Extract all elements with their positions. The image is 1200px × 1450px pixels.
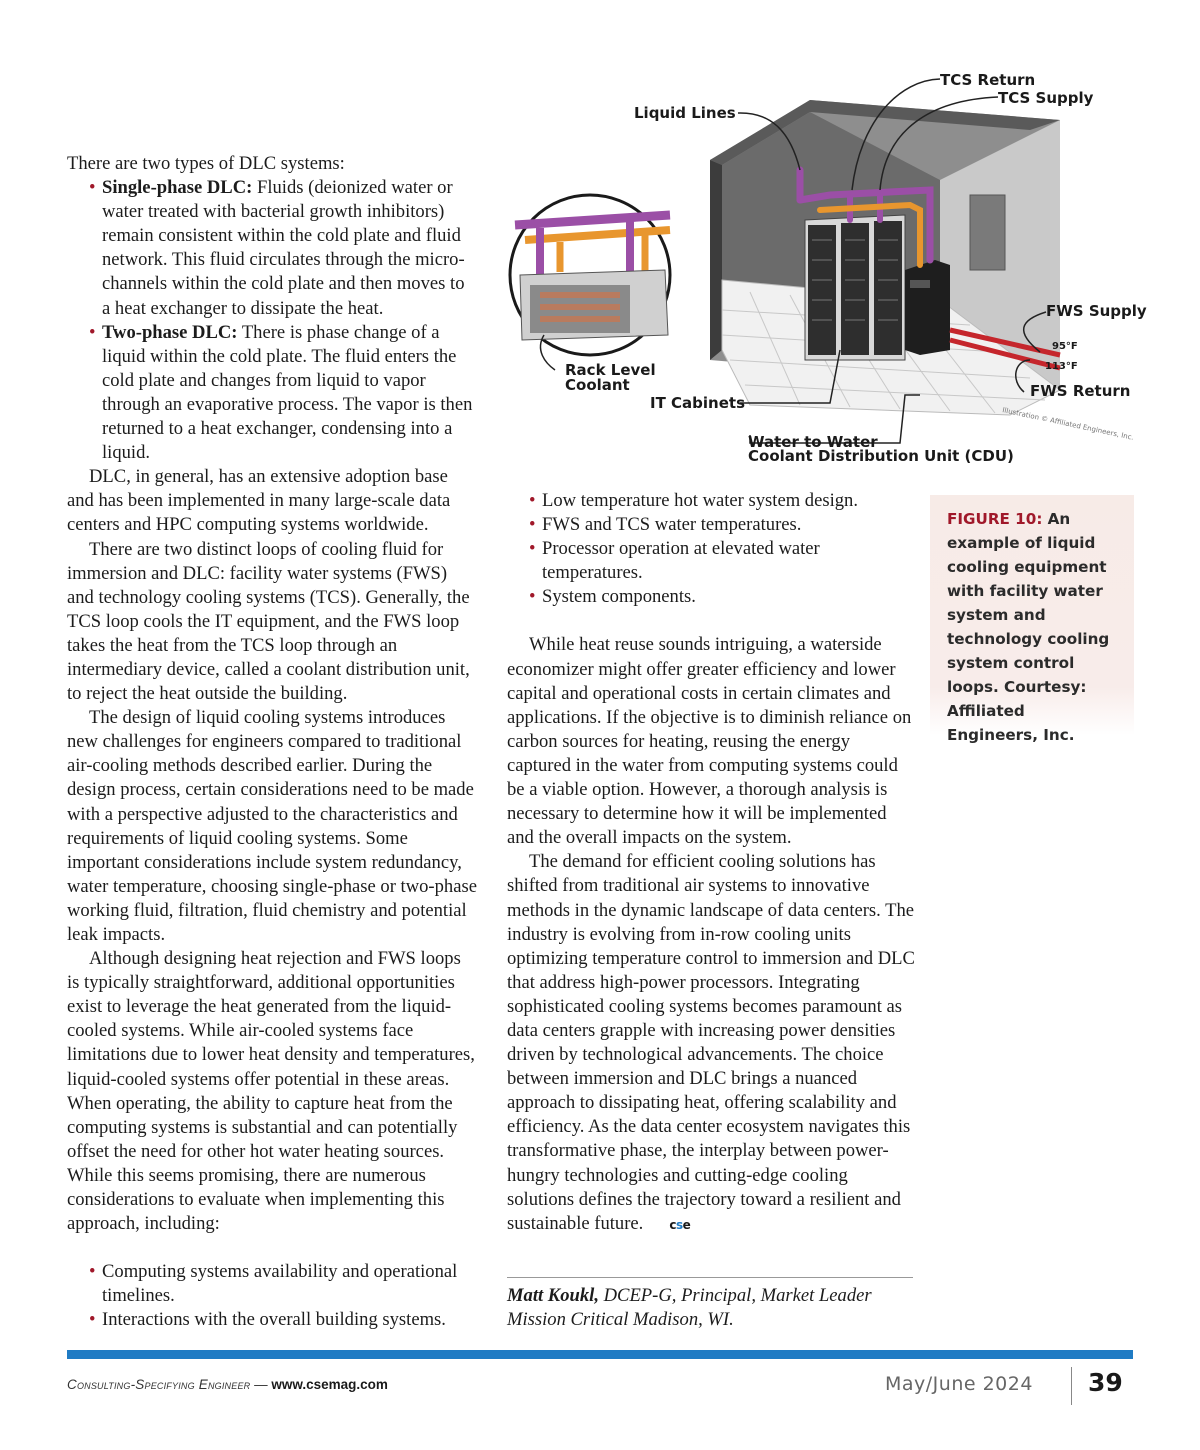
author-signature xyxy=(507,1277,913,1332)
label-rack-level-2: Coolant xyxy=(565,376,630,394)
footer-rule xyxy=(67,1350,1133,1359)
cdu-graphic xyxy=(905,260,950,355)
article-column-1 xyxy=(67,152,477,1333)
col1-intro: There are two types of DLC systems: xyxy=(67,153,345,174)
label-temp-113: 113°F xyxy=(1045,361,1078,372)
bullet-two-phase-text: There is phase change of a liquid within the cold plate. The fluid enters the cold plate and changes from liquid to vapor through an evaporative process. The vapor is then returned to a heat exchanger, condensing into a liquid. xyxy=(102,321,473,464)
label-rack-level-1: Rack Level xyxy=(565,361,656,379)
label-temp-95: 95°F xyxy=(1052,341,1078,352)
bullet-two-phase: • Two-phase DLC: There is phase change of a liquid within the cold plate. The fluid enters the cold plate and changes from liquid to vapor through an evaporative process. The vapor is then returned to a heat exchanger, condensing into a liquid. xyxy=(89,321,473,464)
bullet-single-phase-head: Single-phase DLC: xyxy=(102,177,253,199)
figure-caption-label: FIGURE 10: xyxy=(947,510,1043,528)
footer-divider xyxy=(1071,1367,1072,1405)
page-number: 39 xyxy=(1088,1368,1123,1397)
footer-separator: — xyxy=(250,1377,272,1392)
footer-publication xyxy=(67,1377,388,1392)
col2-paragraph-2: The demand for efficient cooling solutions has shifted from traditional air systems to innovative methods in the dynamic landscape of data centers. The industry is evolving from in-row cooling units optimizing temperature control to immersion and DLC that address high-power processors. Integrating sophisticated cooling systems becomes paramount as data centers grapple with increasing power densities driven by technological advancements. The choice between immersion and DLC brings a nuanced approach to dissipating heat, offering scalability and efficiency. As the data center ecosystem navigates this transformative phase, the interplay between power-hungry technologies and cutting-edge cooling solutions defines the trajectory toward a resilient and sustainable future. cse xyxy=(507,850,917,1237)
col1-paragraph-4: Although designing heat rejection and FWS loops is typically straightforward, additional opportunities exist to leverage the heat generated from the liquid-cooled systems. While air-cooled systems face limitations due to lower heat density and temperatures, liquid-cooled systems offer potential in these areas. When operating, the ability to capture heat from the computing systems is substantial and can potentially offset the need for other hot water heating sources. While this seems promising, there are numerous considerations to evaluate when implementing this approach, including: xyxy=(67,948,475,1235)
room-left-wall xyxy=(710,160,722,360)
author-name: Matt Koukl, xyxy=(507,1285,599,1306)
col1-paragraph-3: The design of liquid cooling systems introduces new challenges for engineers compared to traditional air-cooling methods described earlier. During the design process, certain considerations need to be made with a perspective adjusted to the characteristics and requirements of liquid cooling systems. Some important considerations include system redundancy, water temperature, choosing single-phase or two-phase working fluid, filtration, fluid chemistry and potential leak impacts. xyxy=(67,707,477,945)
col1-paragraph-2: There are two distinct loops of cooling fluid for immersion and DLC: facility water systems (FWS) and technology cooling systems (TCS). Generally, the TCS loop cools the IT equipment, and the FWS loop takes the heat from the TCS loop through an intermediary device, called a coolant distribution unit, to reject the heat outside the building. xyxy=(67,538,470,705)
figure-caption xyxy=(930,495,1134,744)
label-cdu-1: Water to Water xyxy=(748,433,878,451)
col2-list-item: • FWS and TCS water temperatures. xyxy=(529,514,802,536)
liquid-cooling-illustration xyxy=(500,60,1160,480)
rack-detail-inset xyxy=(510,195,670,355)
label-cdu-2: Coolant Distribution Unit (CDU) xyxy=(748,447,1014,465)
cse-end-mark: cse xyxy=(669,1217,691,1232)
col1-list-item: • Interactions with the overall building systems. xyxy=(89,1309,446,1331)
col2-list-item: • Low temperature hot water system design. xyxy=(529,490,859,511)
col2-list-item: • Processor operation at elevated water temperatures. xyxy=(529,538,820,584)
article-column-2 xyxy=(507,489,917,1237)
it-cabinets-graphic xyxy=(805,215,905,360)
label-fws-return: FWS Return xyxy=(1030,382,1131,400)
label-fws-supply: FWS Supply xyxy=(1046,302,1147,320)
footer-url[interactable]: www.csemag.com xyxy=(271,1377,388,1392)
col1-list-item: • Computing systems availability and operational timelines. xyxy=(89,1261,458,1307)
figure-caption-text: An example of liquid cooling equipment with facility water system and technology cooling system control loops. Courtesy: Affiliated Engineers, Inc. xyxy=(947,510,1110,744)
author-title: DCEP-G, Principal, Market Leader Mission Critical Madison, WI. xyxy=(507,1285,872,1331)
room-door xyxy=(970,195,1005,270)
col1-paragraph-1: DLC, in general, has an extensive adoption base and has been implemented in many large-scale data centers and HPC computing systems worldwide. xyxy=(67,466,451,536)
label-tcs-supply: TCS Supply xyxy=(998,89,1094,107)
label-tcs-return: TCS Return xyxy=(940,71,1036,89)
bullet-two-phase-head: Two-phase DLC: xyxy=(102,321,238,343)
label-it-cabinets: IT Cabinets xyxy=(650,394,745,412)
publication-name: Consulting-Specifying Engineer xyxy=(67,1377,251,1392)
label-liquid-lines: Liquid Lines xyxy=(634,104,736,122)
bullet-single-phase-text: Fluids (deionized water or water treated with bacterial growth inhibitors) remain consistent within the cold plate and fluid network. This fluid circulates through the micro-channels within the cold plate and then moves to a heat exchanger to dissipate the heat. xyxy=(102,177,465,319)
bullet-single-phase: • Single-phase DLC: Fluids (deionized water or water treated with bacterial growth inhibitors) remain consistent within the cold plate and fluid network. This fluid circulates through the micro-channels within the cold plate and then moves to a heat exchanger to dissipate the heat. xyxy=(89,177,465,319)
issue-date: May/June 2024 xyxy=(885,1373,1033,1395)
illustration-credit: Illustration © Affiliated Engineers, Inc. xyxy=(1001,406,1135,442)
col2-paragraph-1: While heat reuse sounds intriguing, a waterside economizer might offer greater efficiency and lower capital and operational costs in certain climates and applications. If the objective is to diminish reliance on carbon sources for heating, reusing the energy captured in the water from computing systems could be a viable option. However, a thorough analysis is necessary to determine how it will be implemented and the overall impacts on the system. xyxy=(507,634,912,849)
col2-list-item: • System components. xyxy=(529,586,696,608)
